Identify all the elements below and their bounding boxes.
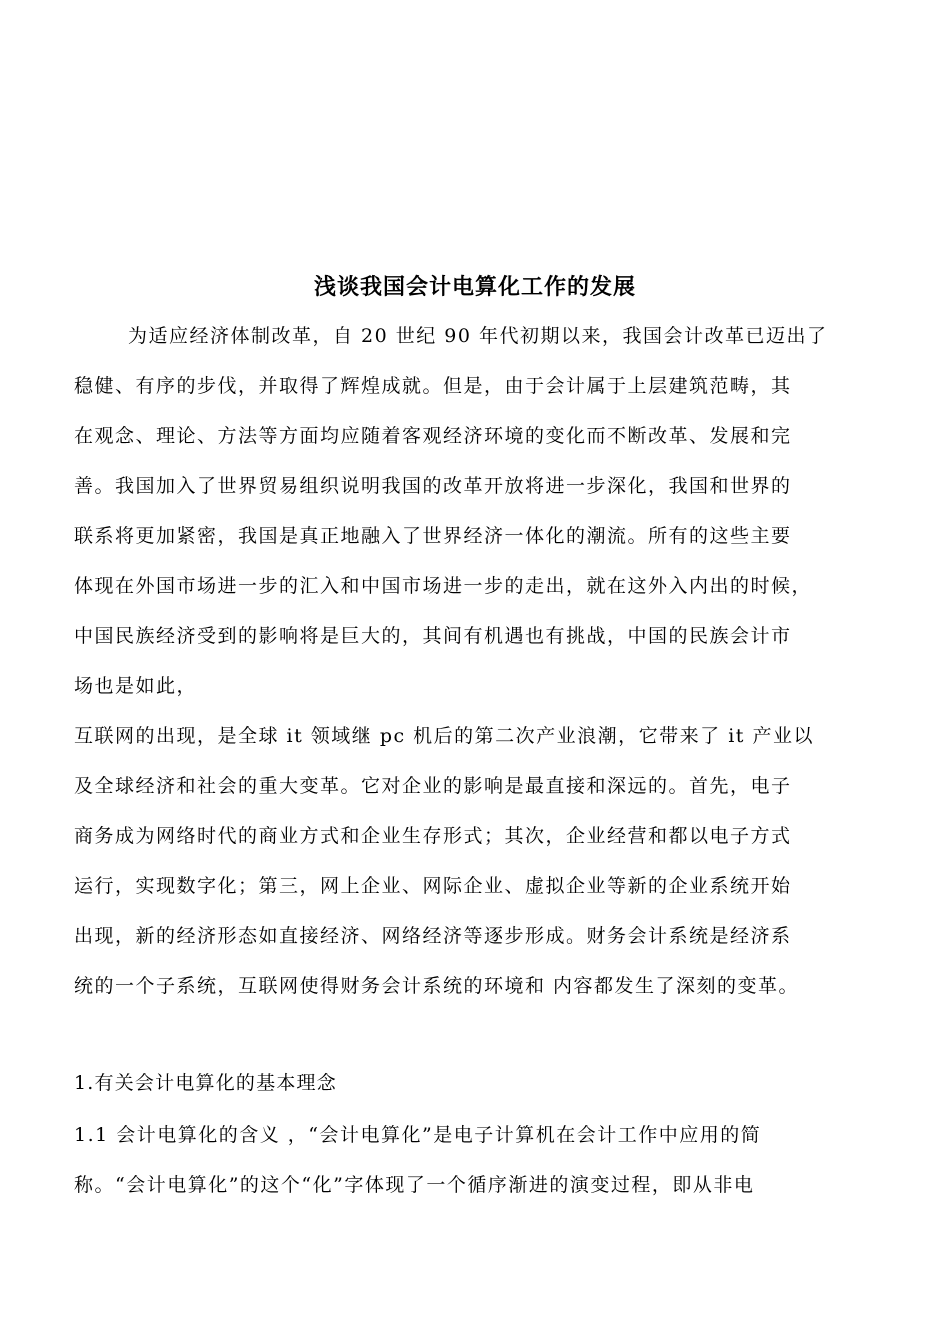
paragraph-line: 稳健、有序的步伐，并取得了辉煌成就。但是，由于会计属于上层建筑范畴，其 — [74, 375, 792, 397]
paragraph-line: 统的一个子系统，互联网使得财务会计系统的环境和 内容都发生了深刻的变革。 — [74, 975, 800, 997]
paragraph-line: 为适应经济体制改革，自 20 世纪 90 年代初期以来，我国会计改革已迈出了 — [128, 325, 828, 347]
paragraph-line: 场也是如此， — [74, 675, 198, 697]
paragraph-line: 在观念、理论、方法等方面均应随着客观经济环境的变化而不断改革、发展和完 — [74, 425, 792, 447]
section-heading: 1.有关会计电算化的基本理念 — [74, 1072, 337, 1094]
paragraph-line: 出现，新的经济形态如直接经济、网络经济等逐步形成。财务会计系统是经济系 — [74, 925, 792, 947]
paragraph-line: 互联网的出现，是全球 it 领域继 pc 机后的第二次产业浪潮，它带来了 it 产业以 — [74, 725, 814, 747]
paragraph-line: 称。“会计电算化”的这个“化”字体现了一个循序渐进的演变过程，即从非电 — [74, 1174, 755, 1196]
paragraph-line: 中国民族经济受到的影响将是巨大的，其间有机遇也有挑战，中国的民族会计市 — [74, 625, 792, 647]
paragraph-line: 商务成为网络时代的商业方式和企业生存形式；其次，企业经营和都以电子方式 — [74, 825, 792, 847]
paragraph-line: 体现在外国市场进一步的汇入和中国市场进一步的走出，就在这外入内出的时候， — [74, 575, 813, 597]
document-title: 浅谈我国会计电算化工作的发展 — [313, 275, 636, 300]
paragraph-line: 联系将更加紧密，我国是真正地融入了世界经济一体化的潮流。所有的这些主要 — [74, 525, 792, 547]
paragraph-line: 善。我国加入了世界贸易组织说明我国的改革开放将进一步深化，我国和世界的 — [74, 475, 792, 497]
paragraph-line: 及全球经济和社会的重大变革。它对企业的影响是最直接和深远的。首先，电子 — [74, 775, 792, 797]
paragraph-line: 1.1 会计电算化的含义 ，“会计电算化”是电子计算机在会计工作中应用的简 — [74, 1124, 762, 1146]
paragraph-line: 运行，实现数字化；第三，网上企业、网际企业、虚拟企业等新的企业系统开始 — [74, 875, 792, 897]
